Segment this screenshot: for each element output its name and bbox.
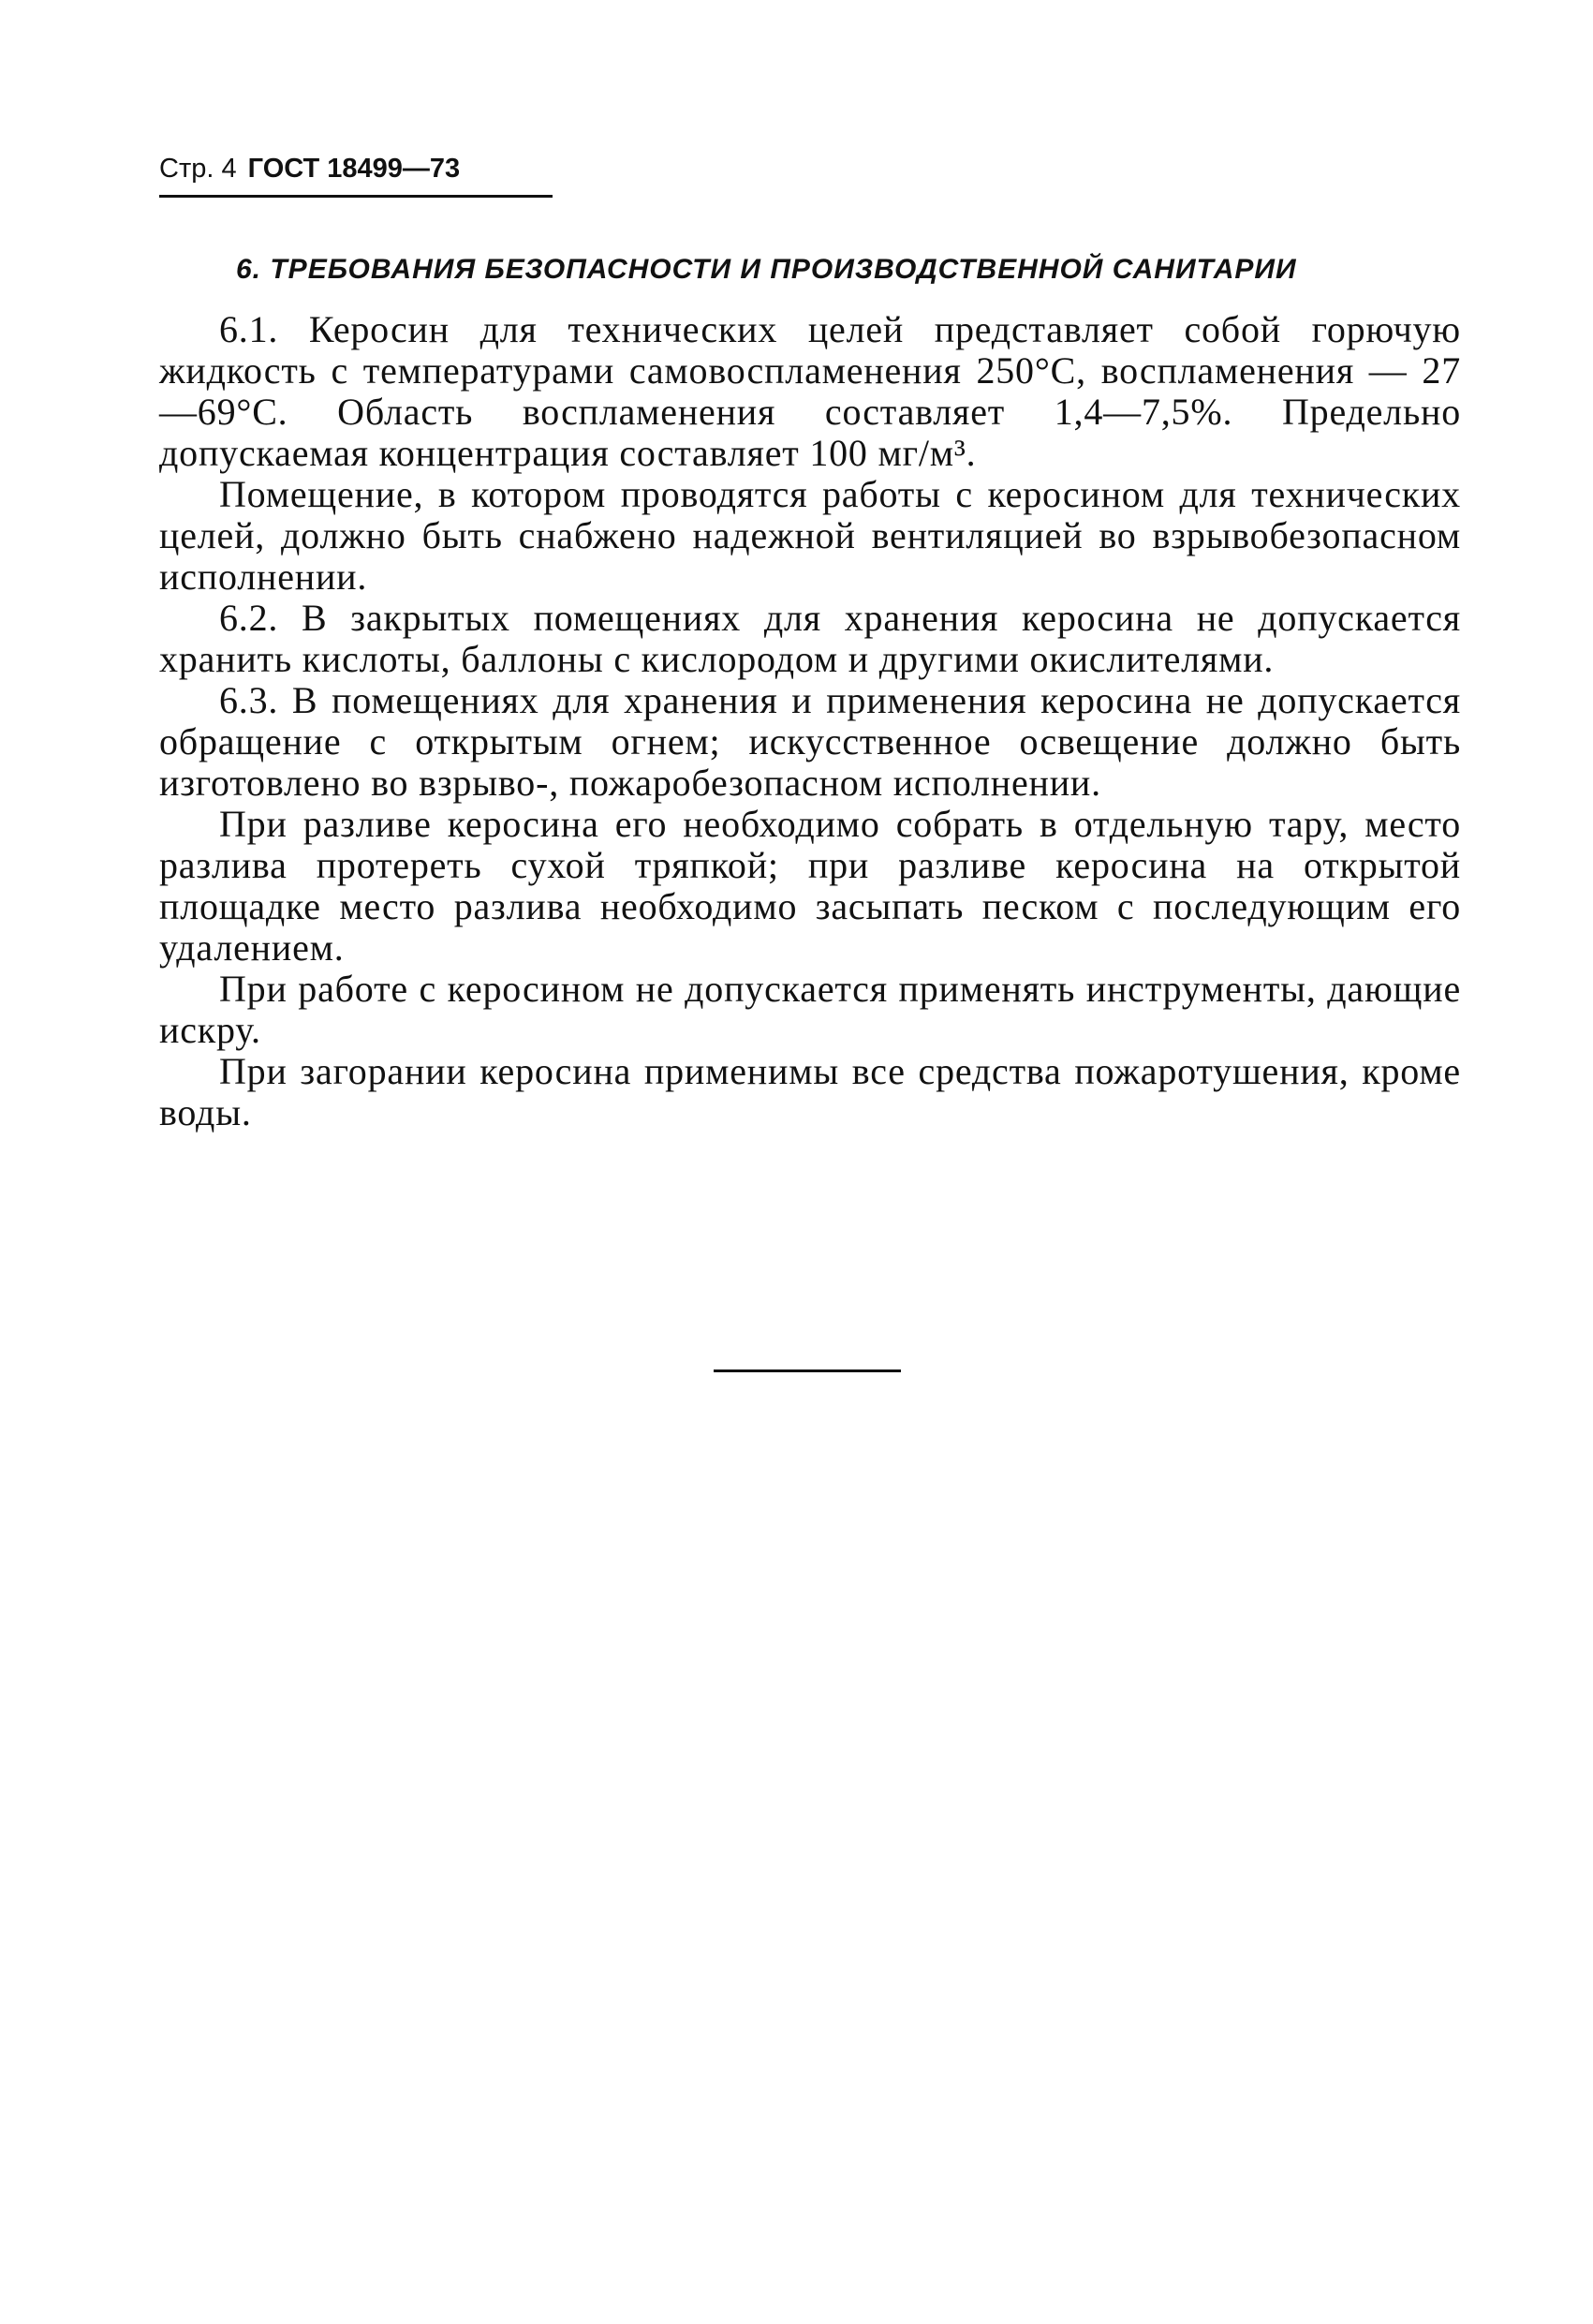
- standard-number: ГОСТ 18499—73: [247, 154, 461, 184]
- header-rule: [159, 195, 553, 198]
- page-header: [159, 150, 553, 187]
- section-body: [159, 309, 1461, 1133]
- section-title: 6. ТРЕБОВАНИЯ БЕЗОПАСНОСТИ И ПРОИЗВОДСТВЕННОЙ САНИТАРИИ: [236, 254, 1297, 285]
- paragraph-6-3: 6.3. В помещениях для хранения и применения керосина не допускается обращение с открытым огнем; искусственное освещение должно быть изготовлено во взрыво-, пожаробезопасном исполнении.: [159, 679, 1461, 804]
- end-rule: [714, 1369, 901, 1372]
- paragraph-6-2: 6.2. В закрытых помещениях для хранения керосина не допускается хранить кислоты, баллоны с кислородом и другими окислителями.: [159, 597, 1461, 680]
- paragraph-ventilation: Помещение, в котором проводятся работы с керосином для технических целей, должно быть снабжено надежной вентиляцией во взрывобезопасном исполнении.: [159, 473, 1461, 598]
- paragraph-6-1: 6.1. Керосин для технических целей представляет собой горючую жидкость с температурами самовоспламенения 250°С, воспламенения — 27—69°С. Область воспламенения составляет 1,4—7,5%. Предельно допускаемая концентрация составляет 100 мг/м³.: [159, 308, 1461, 474]
- paragraph-fire: При загорании керосина применимы все средства пожаротушения, кроме воды.: [159, 1050, 1461, 1133]
- paragraph-tools: При работе с керосином не допускается применять инструменты, дающие искру.: [159, 968, 1461, 1051]
- page-number: Стр. 4: [159, 154, 237, 184]
- paragraph-spill: При разливе керосина его необходимо собрать в отдельную тару, место разлива протереть сухой тряпкой; при разливе керосина на открытой площадке место разлива необходимо засыпать песком с последующим его удалением.: [159, 803, 1461, 969]
